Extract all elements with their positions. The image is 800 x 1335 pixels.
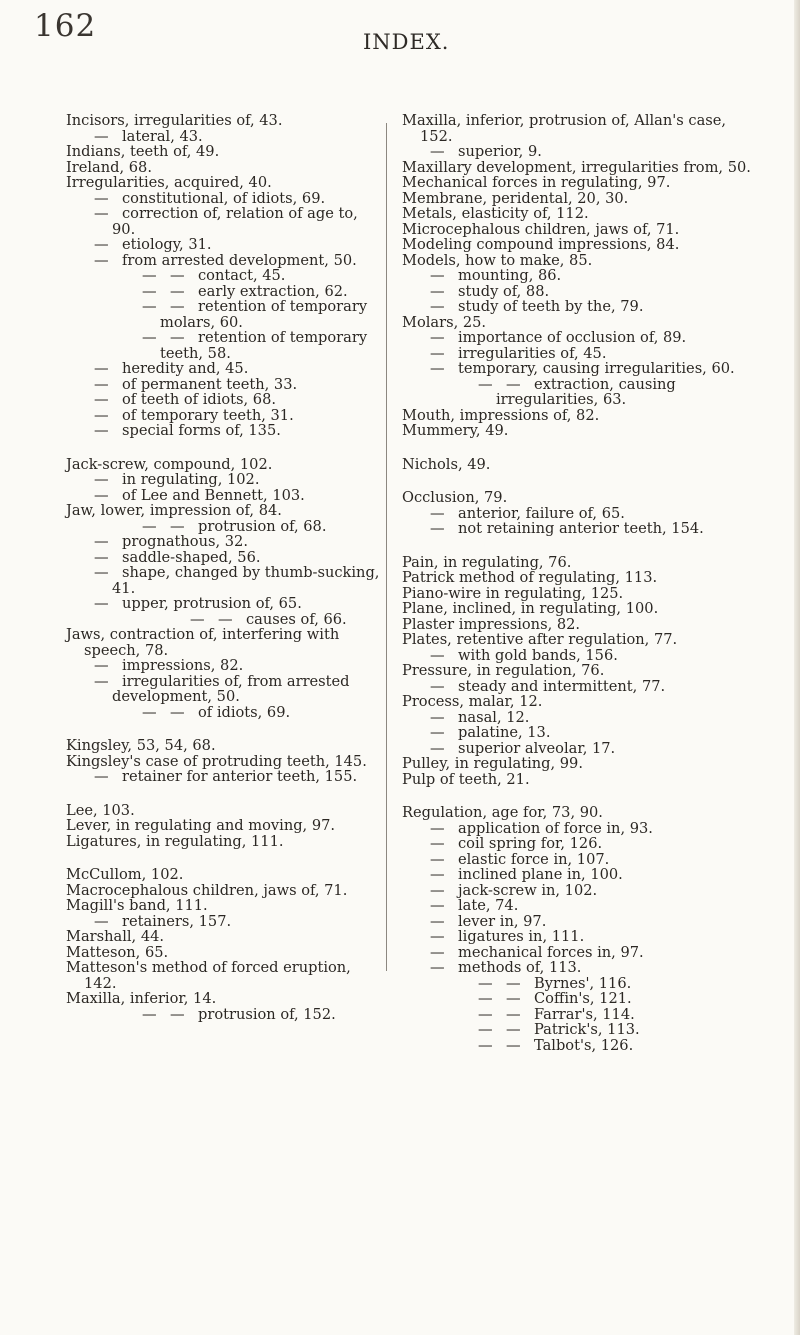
index-entry: Magill's band, 111. xyxy=(66,897,208,914)
index-letter-group xyxy=(402,805,762,1053)
index-entry: Pressure, in regulation, 76. xyxy=(402,662,605,679)
ditto-dash: — xyxy=(430,646,445,664)
index-entry: Regulation, age for, 73, 90. xyxy=(402,804,603,821)
index-subentry: — — Coffin's, 121. xyxy=(478,990,632,1007)
index-subentry: — from arrested development, 50. xyxy=(94,251,357,269)
index-entry: Maxillary development, irregularities from, 50. xyxy=(402,158,751,176)
index-subentry: — not retaining anterior teeth, 154. xyxy=(430,520,704,537)
index-subentry: — of permanent teeth, 33. xyxy=(94,375,298,393)
index-subentry: — — extraction, causing irregularities, 63. xyxy=(478,375,676,408)
index-entry: Ireland, 68. xyxy=(66,158,152,176)
index-entry: Maxilla, inferior, 14. xyxy=(66,990,217,1007)
index-entry: Modeling compound impressions, 84. xyxy=(402,236,680,253)
column-divider xyxy=(386,123,387,971)
ditto-dash: — xyxy=(142,298,157,315)
index-column-left xyxy=(66,113,381,1040)
ditto-dash: — xyxy=(94,127,109,145)
ditto-dash: — xyxy=(430,724,445,741)
ditto-dash: — xyxy=(506,1005,521,1023)
index-entry: Jaws, contraction of, interfering with speech, 78. xyxy=(66,626,340,659)
index-subentry: — — Farrar's, 114. xyxy=(478,1005,635,1023)
ditto-dash: — xyxy=(170,329,185,346)
ditto-dash: — xyxy=(430,819,445,837)
index-subentry: — methods of, 113. xyxy=(430,959,582,976)
index-entry: Patrick method of regulating, 113. xyxy=(402,569,658,586)
index-subentry: — — Byrnes', 116. xyxy=(478,974,632,992)
index-subentry: — with gold bands, 156. xyxy=(430,646,618,664)
ditto-dash: — xyxy=(94,533,109,550)
ditto-dash: — xyxy=(142,517,157,535)
index-subentry: — etiology, 31. xyxy=(94,236,212,253)
index-entry: Occlusion, 79. xyxy=(402,489,508,506)
index-entry: Plane, inclined, in regulating, 100. xyxy=(402,600,659,617)
index-subentry: — constitutional, of idiots, 69. xyxy=(94,189,326,207)
index-entry: Process, malar, 12. xyxy=(402,693,543,710)
index-letter-group xyxy=(66,738,381,785)
index-entry: Macrocephalous children, jaws of, 71. xyxy=(66,881,348,899)
ditto-dash: — xyxy=(430,866,445,883)
ditto-dash: — xyxy=(430,504,445,522)
index-subentry: — temporary, causing irregularities, 60. xyxy=(430,360,735,377)
index-entry: Jaw, lower, impression of, 84. xyxy=(66,502,282,519)
ditto-dash: — xyxy=(506,974,521,992)
index-entry: Maxilla, inferior, protrusion of, Allan's case, 152. xyxy=(402,112,727,145)
ditto-dash: — xyxy=(430,959,445,976)
ditto-dash: — xyxy=(478,990,493,1007)
ditto-dash: — xyxy=(94,391,109,408)
index-subentry: — shape, changed by thumb-sucking, 41. xyxy=(94,564,380,597)
index-letter-group xyxy=(402,555,762,788)
ditto-dash: — xyxy=(430,912,445,930)
ditto-dash: — xyxy=(430,143,445,160)
index-entry: Indians, teeth of, 49. xyxy=(66,143,220,160)
index-subentry: — — protrusion of, 152. xyxy=(142,1005,336,1023)
ditto-dash: — xyxy=(430,943,445,961)
ditto-dash: — xyxy=(94,564,109,581)
index-subentry: — lateral, 43. xyxy=(94,127,203,145)
ditto-dash: — xyxy=(170,282,185,300)
index-letter-group xyxy=(402,113,762,439)
index-entry: Mouth, impressions of, 82. xyxy=(402,406,600,424)
ditto-dash: — xyxy=(478,974,493,992)
index-letter-group xyxy=(66,113,381,439)
ditto-dash: — xyxy=(430,739,445,757)
ditto-dash: — xyxy=(94,657,109,674)
ditto-dash: — xyxy=(430,267,445,284)
ditto-dash: — xyxy=(170,267,185,284)
ditto-dash: — xyxy=(94,486,109,504)
index-subentry: — importance of occlusion of, 89. xyxy=(430,329,687,346)
ditto-dash: — xyxy=(94,236,109,253)
ditto-dash: — xyxy=(190,610,205,628)
index-subentry: — — Patrick's, 113. xyxy=(478,1021,640,1038)
index-entry: Microcephalous children, jaws of, 71. xyxy=(402,220,680,238)
index-subentry: — palatine, 13. xyxy=(430,724,551,741)
index-subentry: — — Talbot's, 126. xyxy=(478,1036,634,1054)
index-subentry: — upper, protrusion of, 65. xyxy=(94,595,302,612)
ditto-dash: — xyxy=(430,329,445,346)
index-subentry: — jack-screw in, 102. xyxy=(430,881,598,899)
ditto-dash: — xyxy=(478,1005,493,1023)
ditto-dash: — xyxy=(94,375,109,393)
index-subentry: — correction of, relation of age to, 90. xyxy=(94,205,358,238)
ditto-dash: — xyxy=(430,282,445,300)
index-entry: Metals, elasticity of, 112. xyxy=(402,205,589,222)
ditto-dash: — xyxy=(94,595,109,612)
index-letter-group xyxy=(66,457,381,721)
ditto-dash: — xyxy=(94,548,109,566)
index-subentry: — impressions, 82. xyxy=(94,657,244,674)
ditto-dash: — xyxy=(142,282,157,300)
index-subentry: — late, 74. xyxy=(430,897,519,914)
ditto-dash: — xyxy=(506,1021,521,1038)
ditto-dash: — xyxy=(170,1005,185,1023)
ditto-dash: — xyxy=(506,375,521,393)
index-subentry: — — protrusion of, 68. xyxy=(142,517,327,535)
ditto-dash: — xyxy=(478,1021,493,1038)
ditto-dash: — xyxy=(94,205,109,222)
ditto-dash: — xyxy=(142,329,157,346)
index-subentry: — — contact, 45. xyxy=(142,267,286,284)
index-entry: Nichols, 49. xyxy=(402,455,491,473)
ditto-dash: — xyxy=(94,189,109,207)
index-entry: Mechanical forces in regulating, 97. xyxy=(402,174,671,191)
index-subentry: — retainer for anterior teeth, 155. xyxy=(94,768,358,785)
index-subentry: — study of teeth by the, 79. xyxy=(430,298,644,315)
index-subentry: — lever in, 97. xyxy=(430,912,547,930)
index-entry: Lever, in regulating and moving, 97. xyxy=(66,817,336,834)
index-letter-group xyxy=(402,457,762,473)
index-entry: Incisors, irregularities of, 43. xyxy=(66,112,283,129)
ditto-dash: — xyxy=(142,703,157,721)
index-subentry: — prognathous, 32. xyxy=(94,533,248,550)
index-subentry: — inclined plane in, 100. xyxy=(430,866,623,883)
index-entry: Kingsley, 53, 54, 68. xyxy=(66,737,216,754)
ditto-dash: — xyxy=(430,677,445,695)
ditto-dash: — xyxy=(218,610,233,628)
ditto-dash: — xyxy=(430,344,445,362)
index-subentry: — ligatures in, 111. xyxy=(430,928,585,945)
index-entry: Marshall, 44. xyxy=(66,928,165,945)
ditto-dash: — xyxy=(430,897,445,914)
index-entry: Matteson's method of forced eruption, 142. xyxy=(66,959,351,992)
ditto-dash: — xyxy=(506,1036,521,1054)
ditto-dash: — xyxy=(94,251,109,269)
index-subentry: — saddle-shaped, 56. xyxy=(94,548,261,566)
index-entry: Irregularities, acquired, 40. xyxy=(66,174,272,191)
index-subentry: — nasal, 12. xyxy=(430,708,530,726)
index-subentry: — coil spring for, 126. xyxy=(430,835,603,852)
index-entry: Mummery, 49. xyxy=(402,422,509,439)
index-subentry: — retainers, 157. xyxy=(94,912,232,930)
ditto-dash: — xyxy=(94,768,109,785)
index-subentry: — of Lee and Bennett, 103. xyxy=(94,486,305,504)
index-subentry: — special forms of, 135. xyxy=(94,422,281,439)
index-subentry: — irregularities of, 45. xyxy=(430,344,607,362)
ditto-dash: — xyxy=(94,471,109,488)
ditto-dash: — xyxy=(430,520,445,537)
index-subentry: — — retention of temporary molars, 60. xyxy=(142,298,368,331)
index-subentry: — mounting, 86. xyxy=(430,267,562,284)
index-subentry: — irregularities of, from arrested development, 50. xyxy=(94,672,350,705)
index-entry: Membrane, peridental, 20, 30. xyxy=(402,189,629,207)
index-entry: Matteson, 65. xyxy=(66,943,169,961)
ditto-dash: — xyxy=(430,835,445,852)
page-edge xyxy=(794,0,800,1335)
index-subentry: — of teeth of idiots, 68. xyxy=(94,391,276,408)
index-entry: Pulley, in regulating, 99. xyxy=(402,755,583,772)
ditto-dash: — xyxy=(478,375,493,393)
index-entry: Piano-wire in regulating, 125. xyxy=(402,584,624,602)
index-subentry: — in regulating, 102. xyxy=(94,471,260,488)
ditto-dash: — xyxy=(170,703,185,721)
index-entry: Kingsley's case of protruding teeth, 145. xyxy=(66,752,367,770)
page-title: INDEX. xyxy=(363,30,450,54)
index-subentry: — heredity and, 45. xyxy=(94,360,249,377)
index-subentry: — superior alveolar, 17. xyxy=(430,739,616,757)
ditto-dash: — xyxy=(430,298,445,315)
index-entry: Plates, retentive after regulation, 77. xyxy=(402,631,678,648)
ditto-dash: — xyxy=(430,708,445,726)
index-subentry: — application of force in, 93. xyxy=(430,819,653,837)
ditto-dash: — xyxy=(94,912,109,930)
index-letter-group xyxy=(66,867,381,1022)
index-subentry: — steady and intermittent, 77. xyxy=(430,677,666,695)
ditto-dash: — xyxy=(94,422,109,439)
ditto-dash: — xyxy=(142,1005,157,1023)
index-entry: McCullom, 102. xyxy=(66,866,184,883)
page-number: 162 xyxy=(34,8,97,44)
ditto-dash: — xyxy=(430,928,445,945)
ditto-dash: — xyxy=(430,360,445,377)
index-column-right xyxy=(402,113,762,1071)
ditto-dash: — xyxy=(170,517,185,535)
ditto-dash: — xyxy=(430,881,445,899)
ditto-dash: — xyxy=(94,360,109,377)
ditto-dash: — xyxy=(478,1036,493,1054)
index-entry: Lee, 103. xyxy=(66,801,135,819)
index-letter-group xyxy=(66,803,381,850)
ditto-dash: — xyxy=(430,850,445,868)
index-subentry: — superior, 9. xyxy=(430,143,542,160)
index-subentry: — anterior, failure of, 65. xyxy=(430,504,625,522)
index-subentry: — — of idiots, 69. xyxy=(142,703,291,721)
index-entry: Pain, in regulating, 76. xyxy=(402,553,572,571)
index-subentry: — — causes of, 66. xyxy=(190,610,347,628)
ditto-dash: — xyxy=(506,990,521,1007)
ditto-dash: — xyxy=(142,267,157,284)
index-entry: Models, how to make, 85. xyxy=(402,251,593,269)
index-subentry: — mechanical forces in, 97. xyxy=(430,943,644,961)
index-subentry: — — retention of temporary teeth, 58. xyxy=(142,329,368,362)
ditto-dash: — xyxy=(94,672,109,690)
index-entry: Pulp of teeth, 21. xyxy=(402,770,530,788)
ditto-dash: — xyxy=(170,298,185,315)
index-entry: Molars, 25. xyxy=(402,313,487,331)
index-entry: Jack-screw, compound, 102. xyxy=(66,455,273,473)
index-subentry: — elastic force in, 107. xyxy=(430,850,610,868)
index-entry: Ligatures, in regulating, 111. xyxy=(66,832,284,850)
index-letter-group xyxy=(402,490,762,537)
index-subentry: — of temporary teeth, 31. xyxy=(94,406,294,424)
ditto-dash: — xyxy=(94,406,109,424)
index-entry: Plaster impressions, 82. xyxy=(402,615,581,633)
index-subentry: — study of, 88. xyxy=(430,282,550,300)
index-subentry: — — early extraction, 62. xyxy=(142,282,348,300)
